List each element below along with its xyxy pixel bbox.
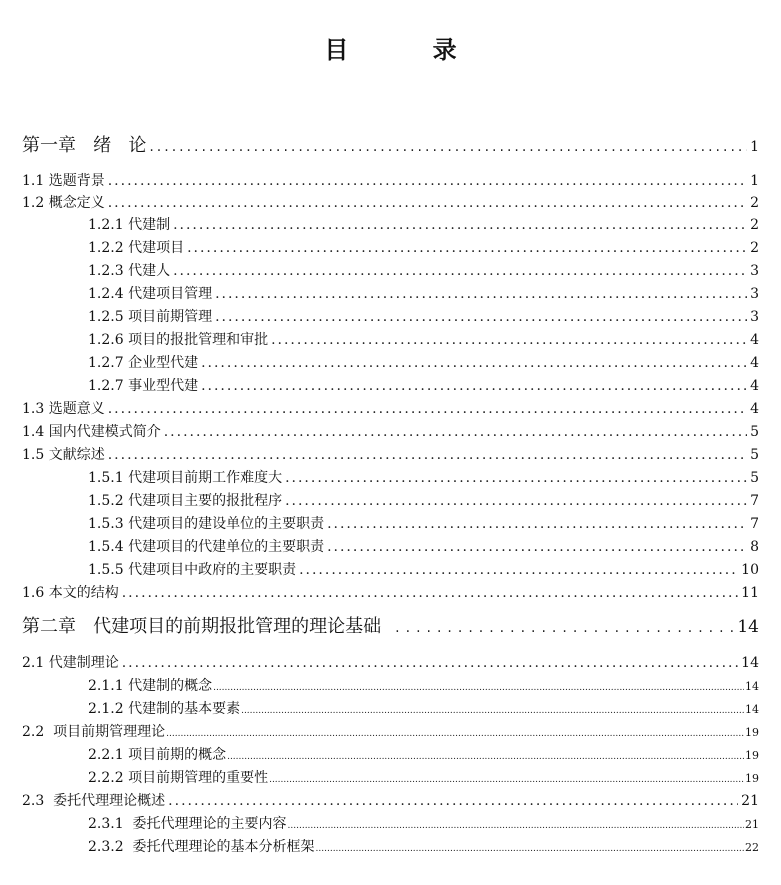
toc-entry-label: 2.1.2 代建制的基本要素 — [88, 701, 241, 717]
toc-page-number: 7 — [750, 516, 759, 532]
toc-page-number: 4 — [750, 332, 759, 348]
toc-entry[interactable] — [22, 192, 759, 214]
toc-entry-label: 1.5.5 代建项目中政府的主要职责 — [88, 562, 297, 578]
toc-entry-label: 2.2.1 项目前期的概念 — [88, 747, 227, 763]
toc-entry-label: 1.2 概念定义 — [22, 195, 105, 211]
dot-leader — [316, 838, 744, 860]
document-title: 目 录 — [324, 36, 495, 64]
dot-leader — [108, 398, 747, 420]
toc-page-number: 3 — [750, 263, 759, 279]
dot-leader — [299, 559, 738, 581]
toc-entry[interactable] — [88, 490, 759, 512]
dot-leader — [285, 467, 747, 489]
toc-entry[interactable] — [88, 306, 759, 328]
toc-page-number: 22 — [745, 841, 759, 854]
toc-page-number: 14 — [741, 655, 759, 671]
dot-leader — [201, 352, 747, 374]
toc-entry[interactable] — [22, 582, 759, 604]
toc-entry-label: 1.2.4 代建项目管理 — [88, 286, 213, 302]
toc-page-number: 14 — [737, 617, 759, 637]
toc-entry[interactable] — [22, 421, 759, 443]
dot-leader — [271, 329, 747, 351]
dot-leader — [269, 769, 744, 791]
dot-leader — [108, 170, 747, 192]
toc-entry-label: 1.6 本文的结构 — [22, 585, 119, 601]
dot-leader — [215, 306, 747, 328]
toc-page-number: 2 — [750, 217, 759, 233]
toc-entry-label: 第一章 绪 论 — [22, 135, 147, 156]
toc-entry[interactable] — [88, 260, 759, 282]
toc-entry-label: 1.2.7 企业型代建 — [88, 355, 199, 371]
dot-leader — [201, 375, 747, 397]
toc-entry-label: 1.2.3 代建人 — [88, 263, 171, 279]
dot-leader — [288, 815, 744, 837]
toc-chapter-entry[interactable] — [22, 612, 759, 642]
dot-leader — [173, 260, 747, 282]
toc-entry[interactable] — [88, 329, 759, 351]
dot-leader — [327, 513, 747, 535]
toc-page-number: 3 — [750, 309, 759, 325]
toc-entry-label: 1.5.3 代建项目的建设单位的主要职责 — [88, 516, 325, 532]
toc-entry[interactable] — [88, 237, 759, 259]
dot-leader — [227, 746, 744, 768]
toc-entry[interactable] — [88, 352, 759, 374]
toc-entry[interactable] — [22, 170, 759, 192]
dot-leader — [164, 421, 747, 443]
toc-page-number: 2 — [750, 240, 759, 256]
toc-page-number: 5 — [750, 424, 759, 440]
toc-page-number: 4 — [750, 378, 759, 394]
dot-leader — [122, 582, 738, 604]
dot-leader — [215, 283, 747, 305]
dot-leader — [285, 490, 747, 512]
toc-entry-label: 1.1 选题背景 — [22, 173, 105, 189]
toc-entry[interactable] — [88, 767, 759, 789]
toc-entry[interactable] — [88, 283, 759, 305]
toc-entry-label: 1.2.5 项目前期管理 — [88, 309, 213, 325]
dot-leader — [173, 214, 747, 236]
toc-entry-label: 2.1.1 代建制的概念 — [88, 678, 213, 694]
toc-page-number: 11 — [741, 585, 759, 601]
toc-entry[interactable] — [88, 744, 759, 766]
toc-chapter-entry[interactable] — [22, 131, 759, 161]
toc-entry-label: 1.2.2 代建项目 — [88, 240, 185, 256]
toc-entry[interactable] — [88, 698, 759, 720]
dot-leader — [395, 613, 734, 643]
toc-entry[interactable] — [88, 214, 759, 236]
toc-entry-label: 第二章 代建项目的前期报批管理的理论基础 — [22, 616, 382, 637]
dot-leader — [241, 700, 744, 722]
toc-entry[interactable] — [22, 652, 759, 674]
toc-page-number: 19 — [745, 772, 759, 785]
toc-page-number: 14 — [745, 703, 759, 716]
toc-page-number: 2 — [750, 195, 759, 211]
toc-page-number: 19 — [745, 726, 759, 739]
toc-entry-label: 2.3 委托代理理论概述 — [22, 793, 166, 809]
dot-leader — [168, 790, 738, 812]
toc-page-number: 3 — [750, 286, 759, 302]
toc-page-number: 4 — [750, 355, 759, 371]
dot-leader — [149, 132, 747, 162]
toc-entry-label: 1.5.2 代建项目主要的报批程序 — [88, 493, 283, 509]
toc-entry[interactable] — [22, 721, 759, 743]
toc-page-number: 10 — [741, 562, 759, 578]
toc-entry[interactable] — [88, 536, 759, 558]
toc-page-number: 21 — [745, 818, 759, 831]
toc-entry[interactable] — [88, 813, 759, 835]
toc-entry[interactable] — [88, 559, 759, 581]
toc-page-number: 5 — [750, 447, 759, 463]
toc-page-number: 1 — [750, 173, 759, 189]
dot-leader — [327, 536, 747, 558]
toc-page-number: 19 — [745, 749, 759, 762]
toc-page-number: 8 — [750, 539, 759, 555]
toc-entry-label: 1.2.1 代建制 — [88, 217, 171, 233]
dot-leader — [108, 444, 747, 466]
dot-leader — [187, 237, 747, 259]
toc-entry-label: 1.5.4 代建项目的代建单位的主要职责 — [88, 539, 325, 555]
toc-page-number: 14 — [745, 680, 759, 693]
toc-entry-label: 2.2 项目前期管理理论 — [22, 724, 166, 740]
toc-entry[interactable] — [88, 375, 759, 397]
toc-entry-label: 1.5 文献综述 — [22, 447, 105, 463]
toc-entry-label: 1.3 选题意义 — [22, 401, 105, 417]
toc-entry-label: 1.2.7 事业型代建 — [88, 378, 199, 394]
toc-page-number: 4 — [750, 401, 759, 417]
toc-entry-label: 1.4 国内代建模式简介 — [22, 424, 161, 440]
toc-entry[interactable] — [88, 675, 759, 697]
dot-leader — [122, 652, 738, 674]
toc-page-number: 21 — [741, 793, 759, 809]
toc-entry[interactable] — [22, 444, 759, 466]
toc-page-number: 5 — [750, 470, 759, 486]
toc-page-number: 1 — [750, 139, 759, 155]
dot-leader — [108, 192, 747, 214]
toc-entry-label: 2.3.1 委托代理理论的主要内容 — [88, 816, 287, 832]
toc-entry[interactable] — [22, 790, 759, 812]
toc-entry[interactable] — [88, 836, 759, 858]
toc-entry-label: 1.2.6 项目的报批管理和审批 — [88, 332, 269, 348]
toc-entry-label: 2.2.2 项目前期管理的重要性 — [88, 770, 269, 786]
dot-leader — [213, 677, 744, 699]
toc-page-number: 7 — [750, 493, 759, 509]
toc-entry[interactable] — [88, 467, 759, 489]
toc-entry-label: 2.1 代建制理论 — [22, 655, 119, 671]
dot-leader — [166, 723, 744, 745]
toc-entry[interactable] — [88, 513, 759, 535]
toc-entry[interactable] — [22, 398, 759, 420]
toc-entry-label: 1.5.1 代建项目前期工作难度大 — [88, 470, 283, 486]
toc-entry-label: 2.3.2 委托代理理论的基本分析框架 — [88, 839, 315, 855]
